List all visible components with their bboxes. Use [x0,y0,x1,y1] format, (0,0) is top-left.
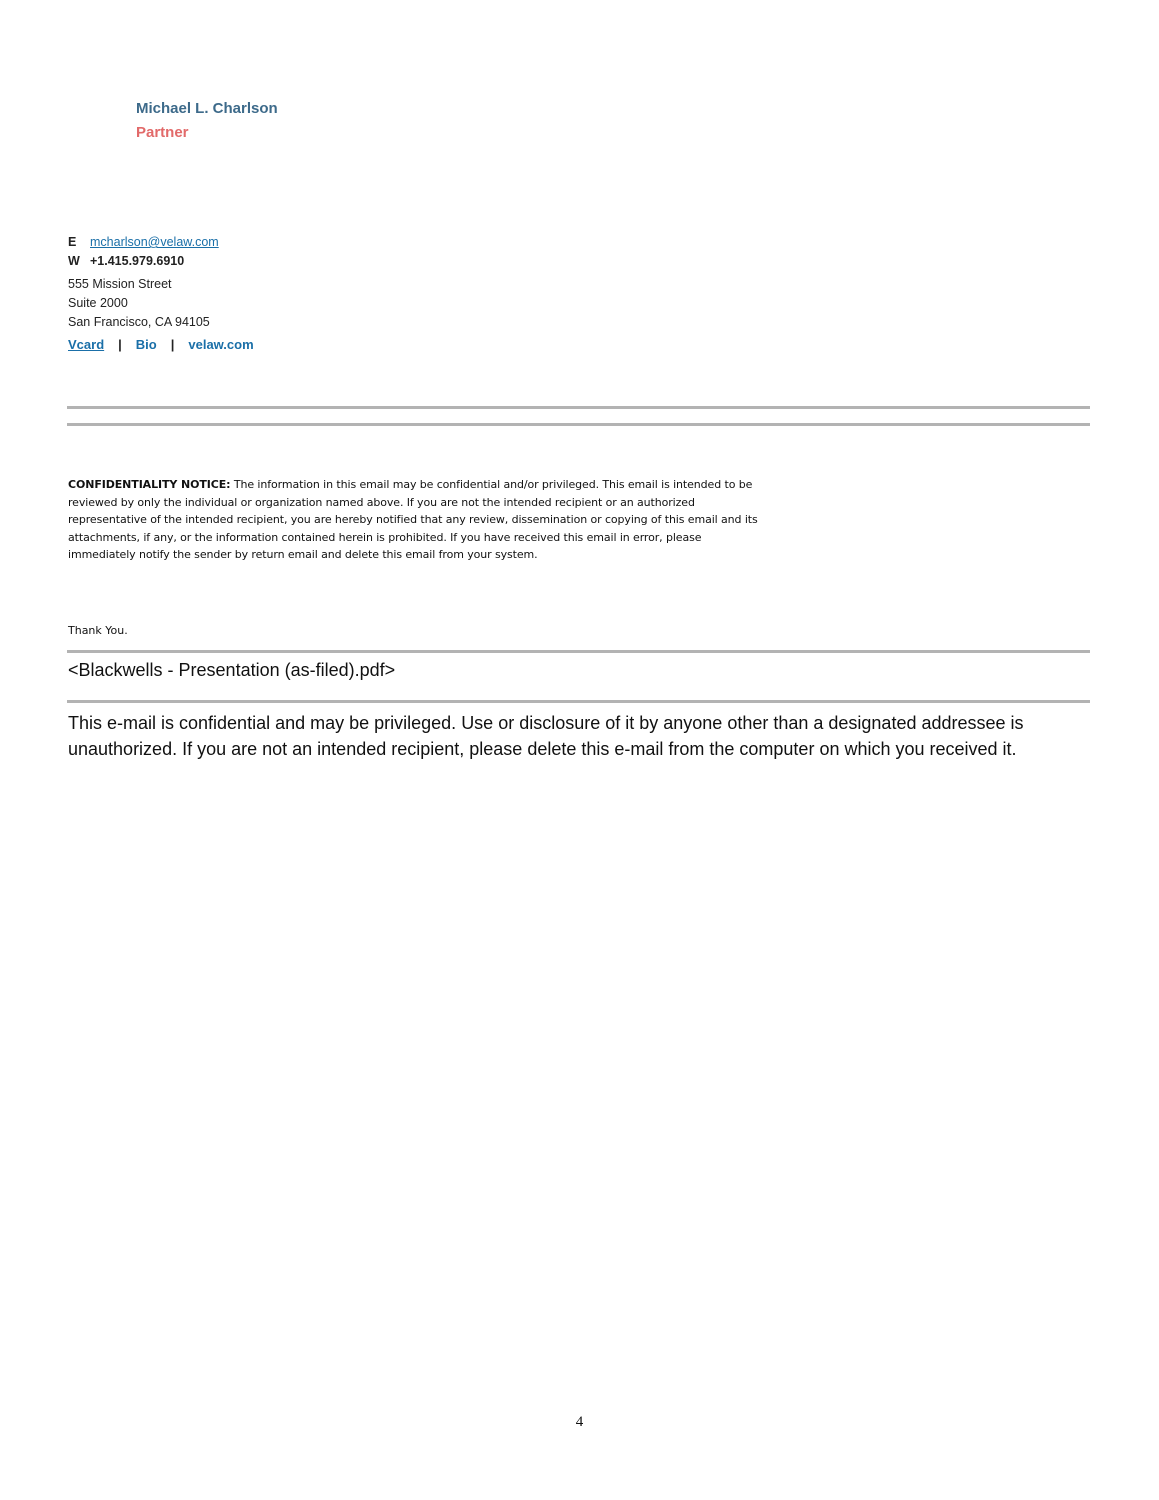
phone-label: W [68,254,80,268]
signature-title: Partner [136,124,189,141]
phone-number: +1.415.979.6910 [90,254,185,268]
email-row [68,235,219,249]
confidentiality-notice [68,476,768,564]
address-line-2: Suite 2000 [68,296,128,310]
attachment-name[interactable]: <Blackwells - Presentation (as-filed).pdf> [68,660,396,680]
notice-body: The information in this email may be confidential and/or privileged. This email is intended to be reviewed by only the individual or organization named above. If you are not the intended recipient or an authorized representative of the intended recipient, you are hereby notified that any review, dissemination or copying of this email and its attachments, if any, or the information contained herein is prohibited. If you have received this email in error, please immediately notify the sender by return email and delete this email from your system. [68,478,758,561]
divider [67,650,1090,653]
signature-links [68,337,254,352]
thank-you-text: Thank You. [68,624,128,637]
link-separator: | [118,337,122,352]
website-link[interactable]: velaw.com [188,337,254,352]
divider [67,406,1090,409]
address-line-3: San Francisco, CA 94105 [68,315,210,329]
footer-disclaimer: This e-mail is confidential and may be privileged. Use or disclosure of it by anyone other than a designated addressee is unauthorized. If you are not an intended recipient, please delete this e-mail from the computer on which you received it. [68,713,1024,759]
address-line-1: 555 Mission Street [68,277,172,291]
link-separator: | [170,337,175,352]
email-label: E [68,235,77,249]
page-number: 4 [575,1414,584,1430]
email-link[interactable]: mcharlson@velaw.com [90,235,219,249]
divider [67,700,1090,703]
phone-row [68,254,184,268]
divider [67,423,1090,426]
notice-heading: CONFIDENTIALITY NOTICE: [68,478,231,491]
vcard-link[interactable]: Vcard [68,337,105,352]
signature-name: Michael L. Charlson [136,100,278,117]
bio-link[interactable]: Bio [135,337,157,352]
